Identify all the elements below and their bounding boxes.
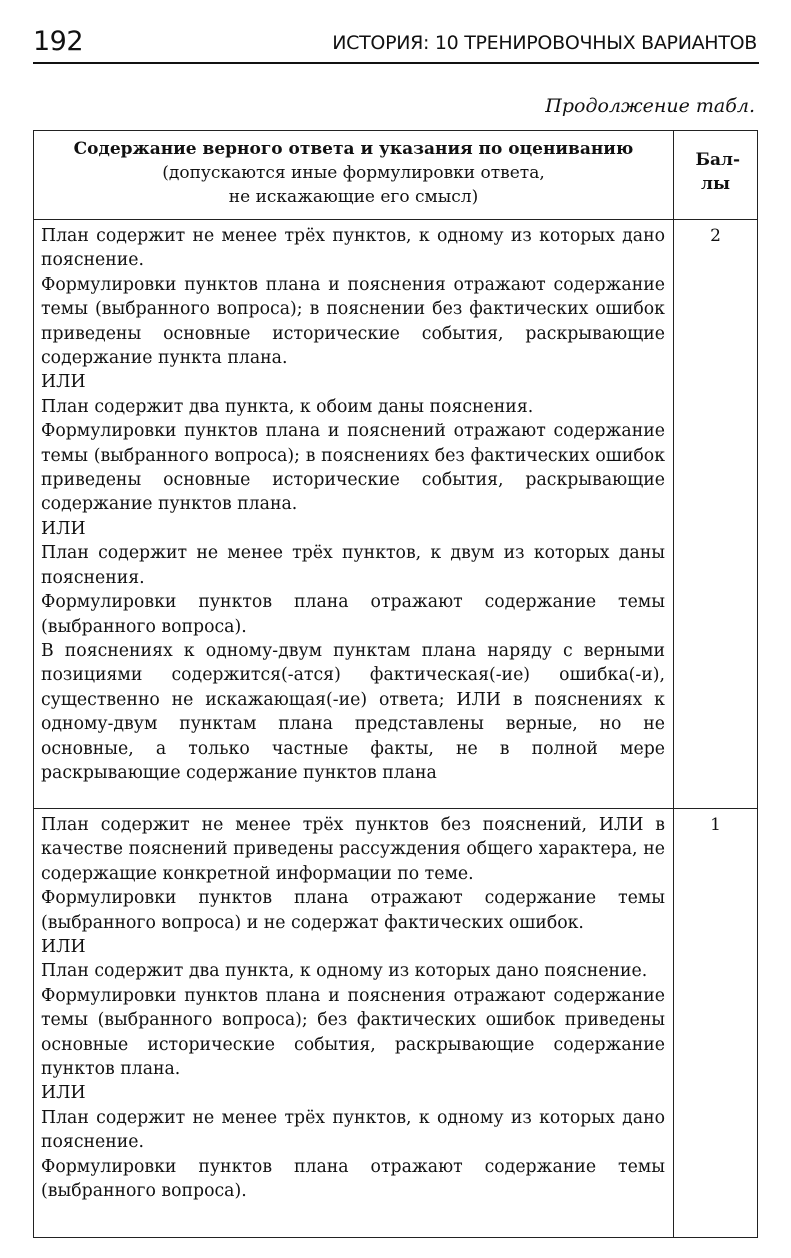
criteria-paragraph: Формулировки пунктов плана и пояснения отражают содержание темы (выбранного вопроса); в пояснении без фактических ошибок приведены основные исторические события, раскрывающие содержание пункта плана.: [41, 274, 665, 369]
criteria-cell: [34, 809, 674, 1238]
content-header-note-line2: не искажающие его смысл): [228, 187, 479, 207]
points-column-header: [674, 131, 758, 220]
criteria-or-separator: ИЛИ: [41, 1083, 86, 1104]
criteria-paragraph: Формулировки пунктов плана отражают содержание темы (выбранного вопроса) и не содержат фактических ошибок.: [41, 888, 665, 933]
page-number: 192: [33, 26, 84, 57]
criteria-or-separator: ИЛИ: [41, 518, 86, 539]
points-header-line2: лы: [700, 174, 731, 194]
grading-table: [33, 130, 758, 1238]
criteria-paragraph: В пояснениях к одному-двум пунктам плана наряду с верными позициями содержится(-атся) фактическая(-ие) ошибка(-и), существенно не искажающая(-ие) ответа; ИЛИ в пояснениях к одному-двум пунктам плана представлены верные, но не основные, а только частные факты, не в полной мере раскрывающие содержание пунктов плана: [41, 640, 665, 783]
criteria-paragraph: Формулировки пунктов плана и пояснения отражают содержание темы (выбранного вопроса); без фактических ошибок приведены основные исторические события, раскрывающие содержание пунктов плана.: [41, 985, 665, 1080]
criteria-paragraph: План содержит не менее трёх пунктов без пояснений, ИЛИ в качестве пояснений приведены рассуждения общего характера, не содержащие конкретной информации по теме.: [41, 815, 665, 884]
criteria-paragraph: План содержит не менее трёх пунктов, к одному из которых дано пояснение.: [41, 226, 665, 271]
criteria-paragraph: План содержит не менее трёх пунктов, к одному из которых дано пояснение.: [41, 1107, 665, 1153]
criteria-or-separator: ИЛИ: [41, 372, 86, 393]
page-header: [33, 22, 759, 64]
criteria-paragraph: Формулировки пунктов плана отражают содержание темы (выбранного вопроса).: [41, 592, 665, 637]
table-header-row: [34, 131, 758, 220]
criteria-paragraph: Формулировки пунктов плана и пояснений отражают содержание темы (выбранного вопроса); в пояснениях без фактических ошибок приведены основные исторические события, раскрывающие содержание пунктов плана.: [41, 421, 665, 515]
criteria-paragraph: План содержит два пункта, к одному из которых дано пояснение.: [41, 961, 648, 982]
criteria-paragraph: План содержит не менее трёх пунктов, к двум из которых даны пояснения.: [41, 543, 665, 588]
running-title: ИСТОРИЯ: 10 ТРЕНИРОВОЧНЫХ ВАРИАНТОВ: [332, 32, 757, 54]
criteria-cell: [34, 220, 674, 809]
criteria-paragraph: План содержит два пункта, к обоим даны пояснения.: [41, 396, 534, 417]
points-cell: 2: [674, 220, 758, 809]
table-continuation-label: Продолжение табл.: [545, 95, 755, 117]
criteria-paragraph: Формулировки пунктов плана отражают содержание темы (выбранного вопроса).: [41, 1156, 665, 1202]
table-row: [34, 220, 758, 809]
content-header-note-line1: (допускаются иные формулировки ответа,: [162, 163, 545, 183]
points-header-line1: Бал-: [695, 150, 741, 170]
content-header-title: Содержание верного ответа и указания по оцениванию: [73, 139, 634, 159]
criteria-or-separator: ИЛИ: [41, 937, 86, 958]
points-cell: 1: [674, 809, 758, 1238]
table-row: [34, 809, 758, 1238]
content-column-header: [34, 131, 674, 220]
